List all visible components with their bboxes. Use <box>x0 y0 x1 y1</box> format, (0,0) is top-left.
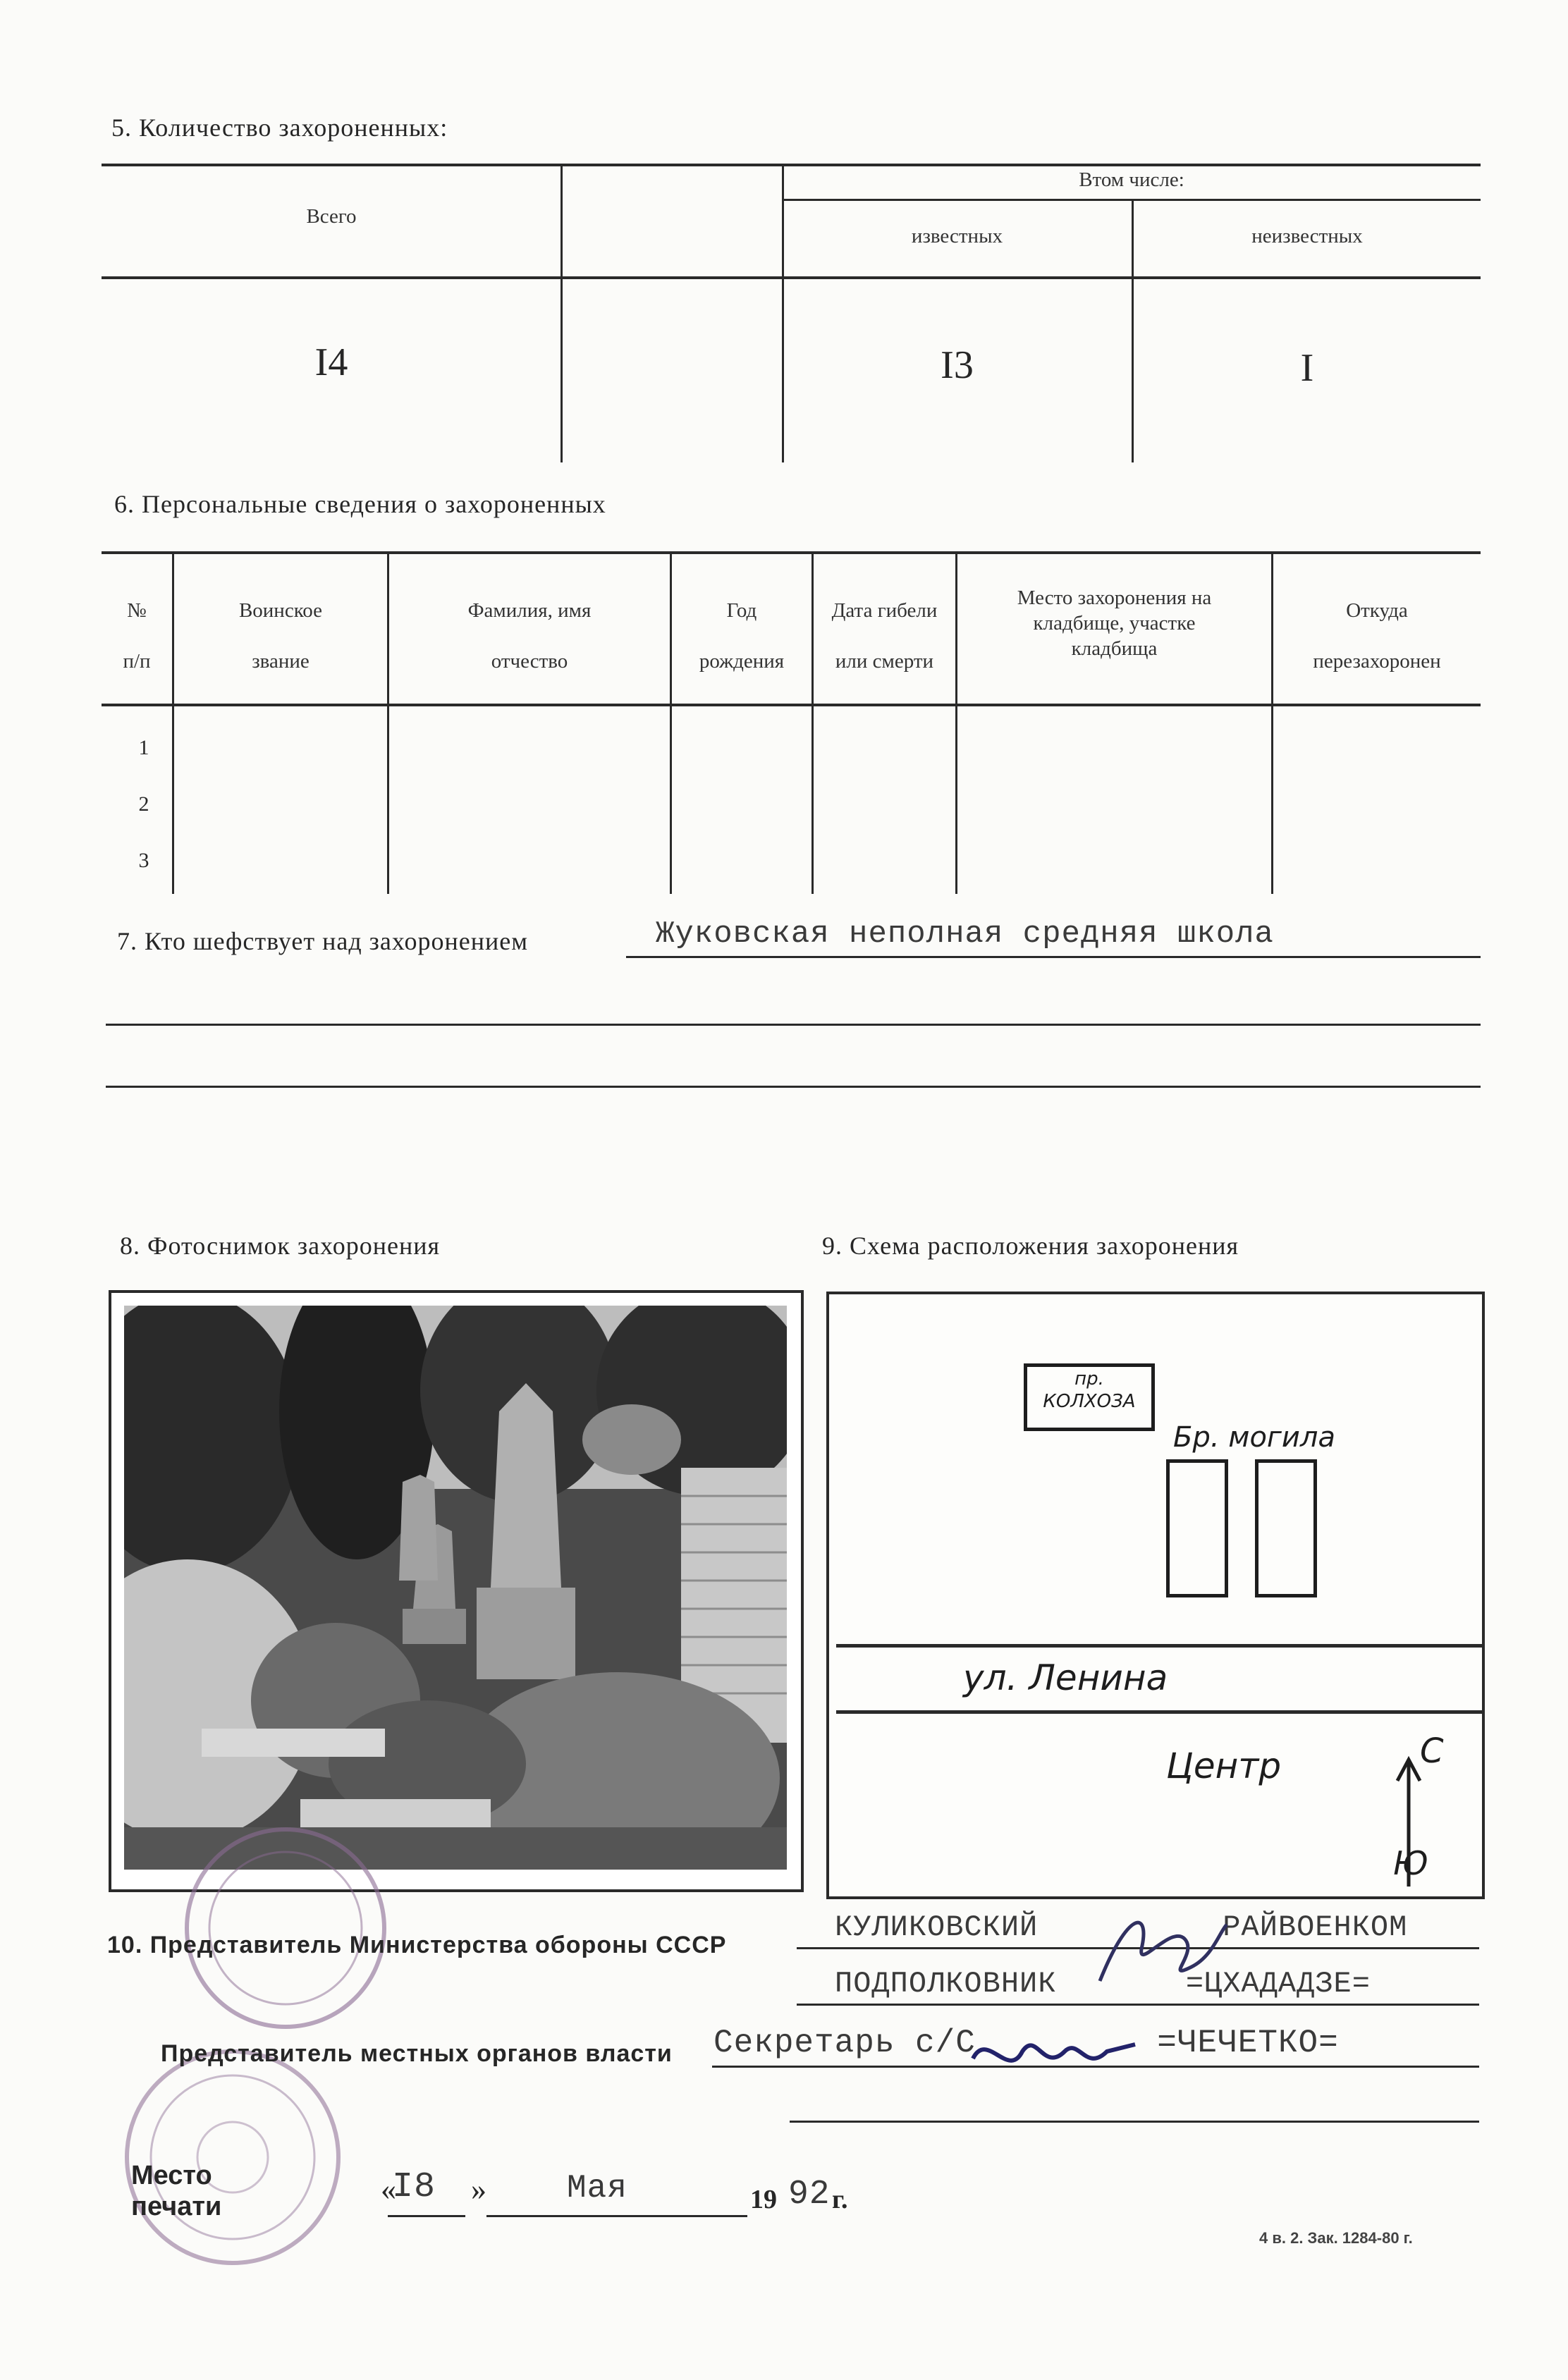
date-suffix: г. <box>832 2185 848 2214</box>
header-known: известных <box>911 225 1003 247</box>
section9-title: 9. Схема расположения захоронения <box>822 1232 1239 1260</box>
street-label: ул. Ленина <box>963 1657 1168 1698</box>
mod-line2: ПОДПОЛКОВНИК =ЦХАДАДЗЕ= <box>835 1967 1371 2001</box>
local-representative-label: Представитель местных органов власти <box>161 2040 673 2067</box>
row-number-3: 3 <box>138 849 149 872</box>
print-info: 4 в. 2. Зак. 1284-80 г. <box>1259 2229 1413 2247</box>
unknown-count: I <box>1300 346 1314 390</box>
local-line: Секретарь с/С =ЧЕЧЕТКО= <box>713 2025 1339 2061</box>
section6-title: 6. Персональные сведения о захороненных <box>114 490 606 518</box>
grave-left <box>1166 1459 1228 1597</box>
south-label: Ю <box>1393 1844 1428 1882</box>
mod-representative-label: 10. Представитель Министерства обороны СССР <box>107 1932 727 1958</box>
row-number-2: 2 <box>138 792 149 816</box>
date-close-quote: » <box>471 2172 486 2207</box>
section7-label: 7. Кто шефствует над захоронением <box>117 927 529 955</box>
header-total: Всего <box>306 205 357 228</box>
column-header-death-date: Дата гибели или смерти <box>831 599 938 673</box>
mass-grave-label: Бр. могила <box>1173 1421 1335 1454</box>
grave-right <box>1255 1459 1317 1597</box>
mod-line1: КУЛИКОВСКИЙ РАЙВОЕНКОМ <box>835 1910 1408 1944</box>
column-header-name: Фамилия, имя отчество <box>467 599 592 673</box>
stamp-place-label: Место печати <box>131 2161 222 2221</box>
center-label: Центр <box>1166 1746 1282 1786</box>
column-header-burial-place: Место захоронения на кладбище, участке кладбища <box>1017 587 1212 660</box>
total-count: I4 <box>314 341 348 384</box>
kolkhoz-building <box>1024 1363 1155 1431</box>
north-label: С <box>1420 1731 1444 1771</box>
date-open-quote: « <box>381 2172 396 2207</box>
header-including: Втом числе: <box>1079 168 1184 191</box>
column-header-reburied-from: Откуда перезахоронен <box>1313 599 1441 673</box>
date-year: 92 <box>788 2176 831 2214</box>
patron-value: Жуковская неполная средняя школа <box>656 916 1274 952</box>
section8-title: 8. Фотоснимок захоронения <box>120 1232 441 1260</box>
column-header-birth-year: Год рождения <box>699 599 785 673</box>
mod-signature <box>1086 1896 1241 2002</box>
building-label-line1: пр. <box>1074 1368 1104 1390</box>
date-year-prefix: 19 <box>750 2185 777 2214</box>
column-header-number: № п/п <box>123 599 151 673</box>
section5-title: 5. Количество захороненных: <box>111 114 448 142</box>
date-day: I8 <box>392 2167 436 2207</box>
building-label-line2: КОЛХОЗА <box>1043 1391 1136 1412</box>
location-scheme <box>826 1292 1485 1899</box>
column-header-rank: Воинское звание <box>238 599 323 673</box>
row-number-1: 1 <box>138 736 149 759</box>
header-unknown: неизвестных <box>1251 225 1363 247</box>
date-month: Мая <box>567 2170 627 2207</box>
local-signature <box>959 2023 1142 2094</box>
known-count: I3 <box>941 343 974 387</box>
